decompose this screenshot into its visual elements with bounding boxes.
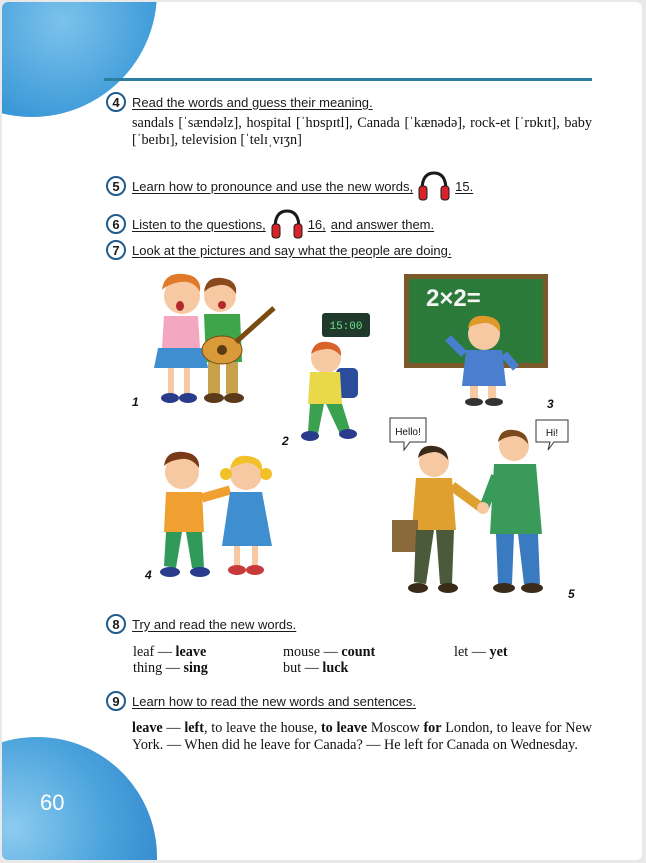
word-pair: but — luck — [283, 660, 349, 676]
exercise-number: 9 — [106, 691, 126, 711]
word-pair: thing — sing — [133, 660, 208, 676]
picture-boy-school — [298, 338, 368, 448]
exercise-instruction-cont: and answer them. — [330, 216, 435, 232]
audio-track-number: 16, — [307, 216, 326, 232]
exercise-4-words: sandals [ˈsændəlz], hospital [ˈhɒspɪtl], Canada [ˈkænədə], rock-et [ˈrɒkɪt], baby [ˈbeɪbɪ], television [ˈtelɪˌvɪʒn] — [132, 115, 592, 148]
exercise-instruction: Try and read the new words. — [132, 616, 297, 632]
clock-text: 15:00 — [329, 321, 363, 333]
exercise-instruction: Learn how to read the new words and sentences. — [132, 693, 417, 709]
speech-bubble-hi: Hi! — [545, 428, 559, 439]
picture-label-5: 5 — [568, 587, 575, 601]
exercise-5-header — [106, 170, 473, 202]
picture-children-laughing — [142, 442, 297, 582]
exercise-8-header — [106, 614, 296, 634]
exercise-instruction: Learn how to pronounce and use the new words, — [132, 178, 414, 194]
exercise-number: 8 — [106, 614, 126, 634]
exercise-number: 7 — [106, 240, 126, 260]
picture-singing-children — [150, 268, 280, 410]
exercise-7-header — [106, 240, 451, 260]
word-pair: mouse — count — [283, 644, 376, 660]
headphones-icon — [270, 208, 304, 240]
blackboard-text: 2×2= — [426, 285, 481, 312]
exercise-9-header — [106, 691, 416, 711]
exercise-number: 4 — [106, 92, 126, 112]
textbook-page — [2, 2, 642, 860]
exercise-9-sentences: leave — left, to leave the house, to leave Moscow for London, to leave for New York. — When did he leave for Canada? — He left for Canada on Wednesday. — [132, 720, 592, 753]
picture-label-2: 2 — [282, 434, 289, 448]
exercise-4-header — [106, 92, 373, 112]
top-divider — [104, 78, 592, 81]
exercise-number: 5 — [106, 176, 126, 196]
digital-clock — [322, 313, 370, 337]
word-pair: leaf — leave — [133, 644, 207, 660]
exercise-6-header — [106, 208, 434, 240]
picture-boy-blackboard — [404, 274, 550, 408]
picture-men-greeting — [386, 416, 572, 598]
speech-bubble-hello: Hello! — [395, 427, 421, 438]
picture-label-3: 3 — [547, 397, 554, 411]
word-pair: let — yet — [454, 644, 508, 660]
audio-track-number: 15. — [455, 178, 474, 194]
headphones-icon — [417, 170, 451, 202]
picture-label-4: 4 — [145, 568, 152, 582]
exercise-instruction: Read the words and guess their meaning. — [132, 94, 373, 110]
corner-decoration-bottom — [2, 737, 157, 860]
exercise-instruction: Look at the pictures and say what the people are doing. — [132, 242, 452, 258]
exercise-instruction: Listen to the questions, — [132, 216, 266, 232]
exercise-number: 6 — [106, 214, 126, 234]
picture-label-1: 1 — [132, 395, 139, 409]
page-number: 60 — [40, 790, 65, 815]
